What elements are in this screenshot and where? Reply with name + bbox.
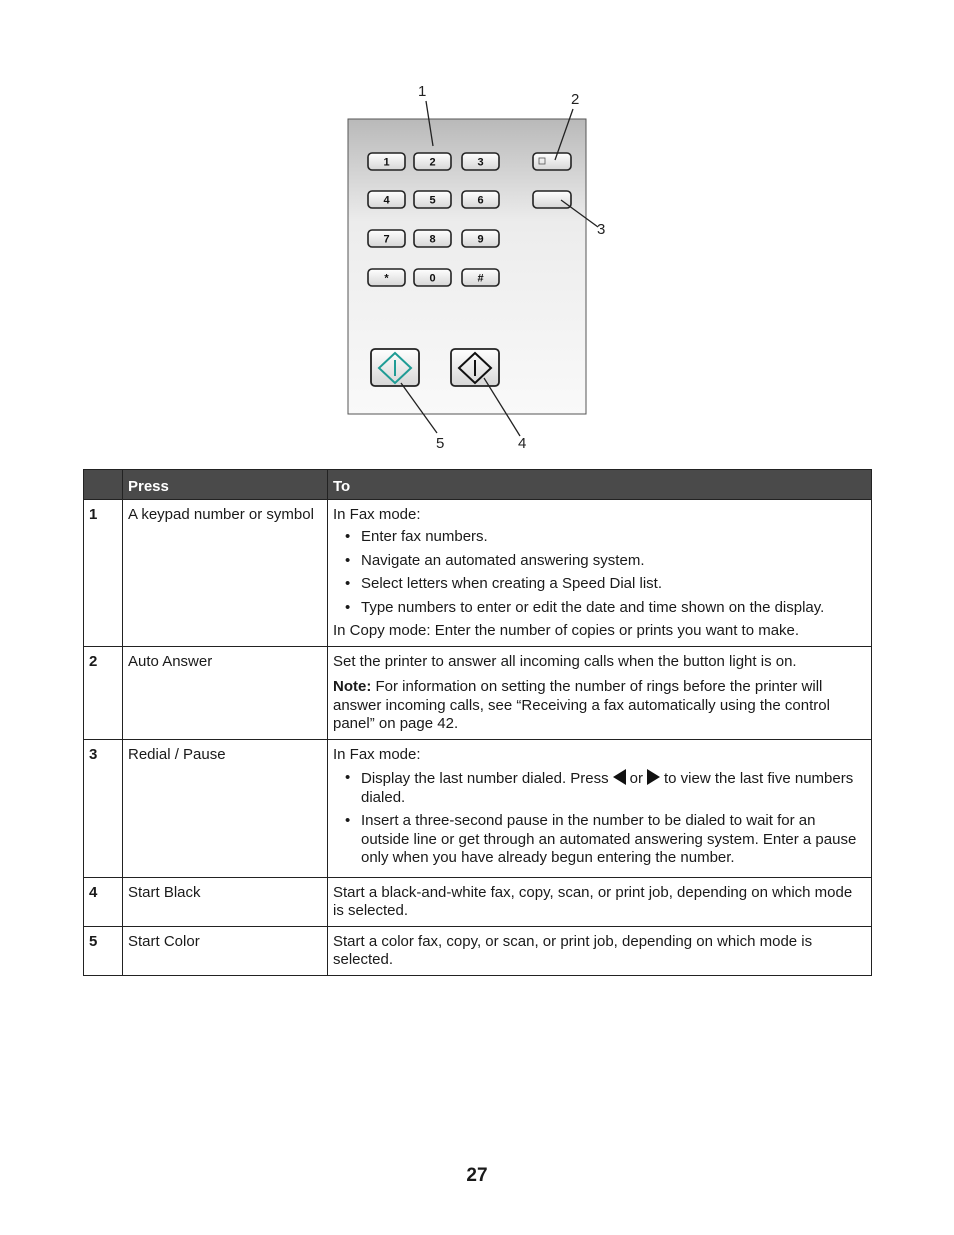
note-text: For information on setting the number of rings before the printer will answer incoming calls, see “Receiving a fax automatically using the control panel” on page 42. [333, 678, 830, 732]
keypad-key-7 [368, 230, 405, 247]
button-reference-table [83, 469, 872, 976]
svg-text:7: 7 [383, 233, 390, 246]
press-cell: Start Black [123, 877, 328, 926]
list-item: • Type numbers to enter or edit the date and time shown on the display. [361, 599, 866, 618]
table-row [84, 926, 872, 975]
keypad-key-2 [414, 153, 451, 170]
to-cell: Start a black-and-white fax, copy, scan, or print job, depending on which mode is selected. [328, 877, 872, 926]
to-cell [328, 499, 872, 646]
note [333, 678, 866, 734]
keypad-key-hash [462, 269, 499, 286]
row-number: 1 [84, 499, 123, 646]
mode-intro: In Fax mode: [333, 745, 421, 763]
description-text: Set the printer to answer all incoming calls when the button light is on. [333, 652, 797, 670]
keypad-key-5 [414, 191, 451, 208]
keypad-key-0 [414, 269, 451, 286]
row-number: 4 [84, 877, 123, 926]
bullet-text: Display the last number dialed. Press [361, 770, 609, 787]
row-number: 2 [84, 646, 123, 739]
list-item [361, 769, 866, 807]
keypad-key-8 [414, 230, 451, 247]
list-item: • Insert a three-second pause in the number to be dialed to wait for an outside line or get through an automated answering system. Enter a pause only when you have already begun entering the number. [361, 812, 866, 868]
callout-1: 1 [418, 83, 427, 100]
svg-text:8: 8 [429, 233, 436, 246]
control-panel-figure [0, 0, 954, 470]
svg-text:5: 5 [429, 194, 436, 207]
press-cell: Start Color [123, 926, 328, 975]
press-cell: Auto Answer [123, 646, 328, 739]
svg-text:4: 4 [383, 194, 390, 207]
start-color-button-illustration [371, 349, 419, 386]
start-black-button-illustration [451, 349, 499, 386]
list-item: • Navigate an automated answering system. [361, 552, 866, 571]
header-to: To [328, 470, 872, 500]
svg-text:2: 2 [429, 156, 436, 169]
table-row [84, 646, 872, 739]
press-cell: A keypad number or symbol [123, 499, 328, 646]
left-arrow-icon [613, 769, 626, 785]
header-blank [84, 470, 123, 500]
to-cell [328, 646, 872, 739]
svg-text:9: 9 [477, 233, 484, 246]
bullet-text: or [629, 770, 643, 787]
auto-answer-button-illustration [533, 153, 571, 170]
callout-3: 3 [597, 221, 606, 238]
note-label: Note: [333, 678, 372, 695]
svg-text:1: 1 [383, 156, 390, 169]
page-number: 27 [466, 1165, 488, 1186]
keypad-key-3 [462, 153, 499, 170]
list-item: • Select letters when creating a Speed Dial list. [361, 575, 866, 594]
bullet-list [333, 528, 866, 617]
callout-2: 2 [571, 91, 580, 108]
to-cell [328, 739, 872, 877]
to-cell: Start a color fax, copy, or scan, or print job, depending on which mode is selected. [328, 926, 872, 975]
right-arrow-icon [647, 769, 660, 785]
bullet-list [333, 769, 866, 868]
copy-mode-text: In Copy mode: Enter the number of copies or prints you want to make. [333, 622, 800, 639]
table-row [84, 739, 872, 877]
svg-text:3: 3 [477, 156, 484, 169]
row-number: 3 [84, 739, 123, 877]
press-cell: Redial / Pause [123, 739, 328, 877]
table-row [84, 499, 872, 646]
svg-text:*: * [384, 272, 389, 285]
mode-intro: In Fax mode: [333, 505, 421, 523]
keypad-key-star [368, 269, 405, 286]
row-number: 5 [84, 926, 123, 975]
list-item: • Enter fax numbers. [361, 528, 866, 547]
bullet-text: to view the last five numbers dialed. [361, 770, 854, 806]
keypad-key-9 [462, 230, 499, 247]
callout-4: 4 [518, 435, 527, 452]
redial-pause-button-illustration [533, 191, 571, 208]
callout-5: 5 [436, 435, 445, 452]
keypad-key-1 [368, 153, 405, 170]
svg-text:6: 6 [477, 194, 484, 207]
header-press: Press [123, 470, 328, 500]
keypad-key-6 [462, 191, 499, 208]
svg-text:0: 0 [429, 272, 436, 285]
svg-text:#: # [477, 272, 484, 285]
control-panel-illustration [0, 0, 954, 470]
table-row [84, 877, 872, 926]
keypad-key-4 [368, 191, 405, 208]
table-header-row [84, 470, 872, 500]
